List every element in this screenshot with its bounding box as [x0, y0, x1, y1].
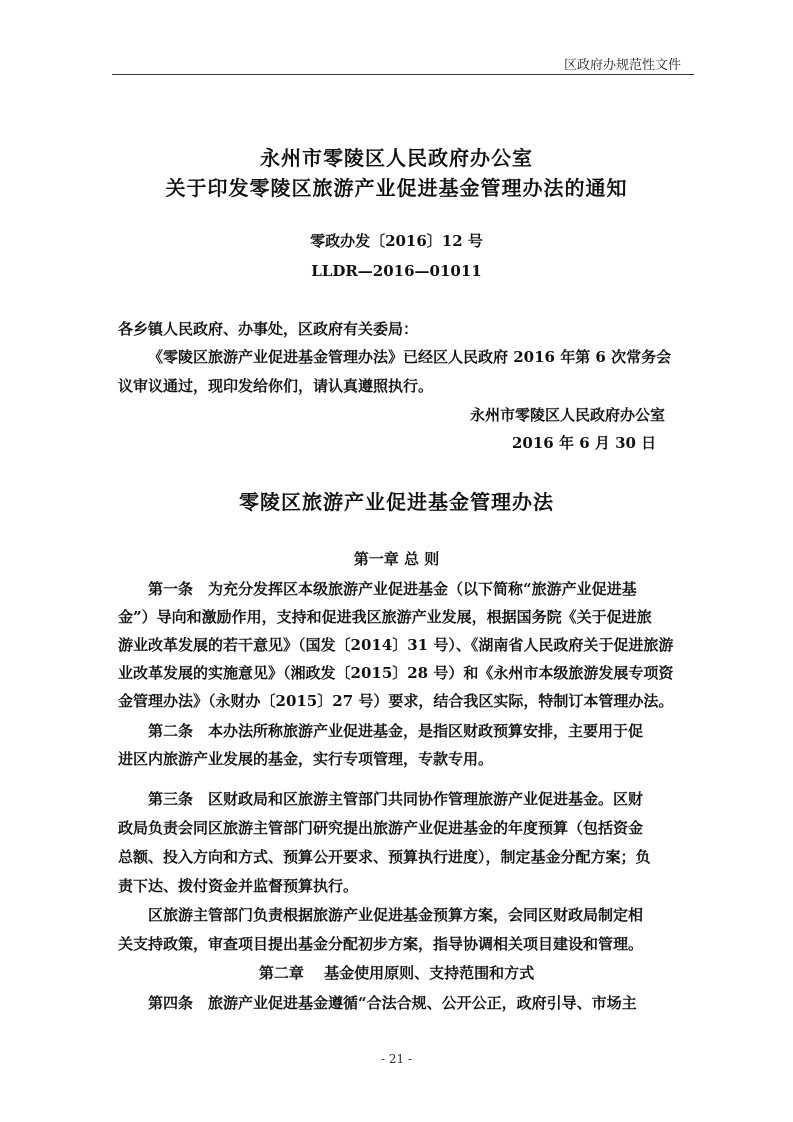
chapter-heading: 第一章 总 则	[353, 550, 440, 568]
document-number: 零政办发〔2016〕12 号	[310, 232, 483, 250]
article-line: 总额、投入方向和方式、预算公开要求、预算执行进度），制定基金分配方案；负	[118, 848, 651, 866]
notice-title-line-2: 关于印发零陵区旅游产业促进基金管理办法的通知	[165, 176, 628, 200]
article-line: 进区内旅游产业发展的基金，实行专项管理，专款专用。	[118, 750, 494, 768]
notice-title-line-1: 永州市零陵区人民政府办公室	[260, 146, 533, 170]
addressee: 各乡镇人民政府、办事处，区政府有关委局：	[118, 320, 419, 338]
article-line: 第二条 本办法所称旅游产业促进基金，是指区财政预算安排，主要用于促	[148, 722, 644, 740]
article-line: 第三条 区财政局和区旅游主管部门共同协作管理旅游产业促进基金。区财	[148, 790, 644, 808]
article-line: 金”）导向和激励作用，支持和促进我区旅游产业发展，根据国务院《关于促进旅	[118, 608, 652, 626]
article-line: 责下达、拨付资金并监督预算执行。	[118, 877, 359, 895]
body-line: 议审议通过，现印发给你们，请认真遵照执行。	[118, 377, 434, 395]
article-line: 金管理办法》（永财办〔2015〕27 号）要求，结合我区实际，特制订本管理办法。	[118, 692, 674, 710]
article-line: 关支持政策，审查项目提出基金分配初步方案，指导协调相关项目建设和管理。	[118, 935, 644, 953]
body-line: 《零陵区旅游产业促进基金管理办法》已经区人民政府 2016 年第 6 次常务会	[148, 348, 672, 366]
article-line: 业改革发展的实施意见》（湘政发〔2015〕28 号）和《永州市本级旅游发展专项资	[118, 664, 674, 682]
signature-date: 2016 年 6 月 30 日	[512, 434, 657, 452]
article-line: 第一条 为充分发挥区本级旅游产业促进基金（以下简称“旅游产业促进基	[148, 580, 637, 598]
article-line: 区旅游主管部门负责根据旅游产业促进基金预算方案，会同区财政局制定相	[148, 906, 644, 924]
header-divider	[112, 74, 694, 75]
running-header: 区政府办规范性文件	[563, 58, 681, 73]
article-line: 政局负责会同区旅游主管部门研究提出旅游产业促进基金的年度预算（包括资金	[118, 819, 644, 837]
signature-org: 永州市零陵区人民政府办公室	[470, 406, 666, 424]
chapter-heading: 第二章 基金使用原则、支持范围和方式	[258, 964, 535, 982]
article-line: 游业改革发展的若干意见》（国发〔2014〕31 号）、《湖南省人民政府关于促进旅游	[118, 636, 674, 654]
page-number: - 21 -	[380, 1052, 412, 1066]
article-line: 第四条 旅游产业促进基金遵循“合法合规、公开公正，政府引导、市场主	[148, 994, 637, 1012]
registration-code: LLDR—2016—01011	[311, 262, 482, 280]
measure-title: 零陵区旅游产业促进基金管理办法	[239, 490, 554, 514]
